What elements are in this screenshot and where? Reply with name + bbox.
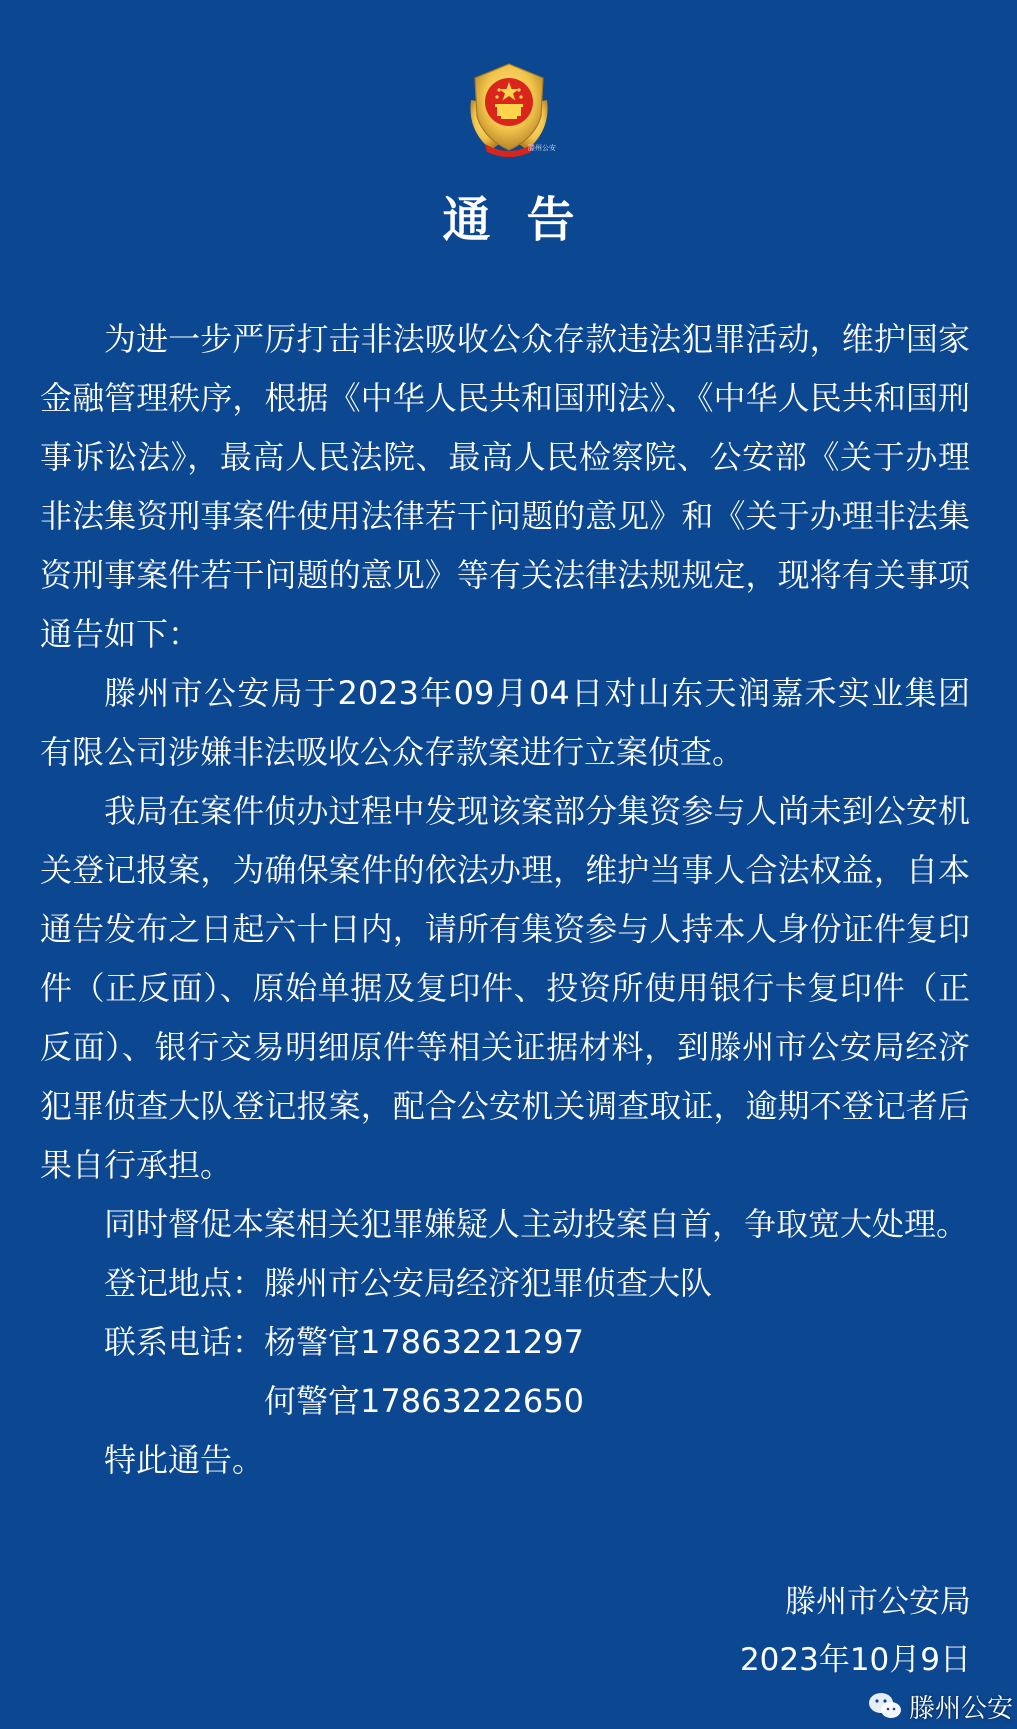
closing-line: 特此通告。 [104, 1441, 265, 1479]
paragraph-surrender-urge: 同时督促本案相关犯罪嫌疑人主动投案自首，争取宽大处理。 [104, 1205, 969, 1243]
watermark-text: 滕州公安 [908, 1693, 1013, 1724]
signature-block [471, 1573, 971, 1689]
issue-date: 2023年10月9日 [739, 1642, 971, 1678]
paragraph-case-filing: 滕州市公安局于2023年09月04日对山东天润嘉禾实业集团有限公司涉嫌非法吸收公众存款案进行立案侦查。 [40, 674, 970, 771]
watermark [867, 1689, 1013, 1723]
contact-officer-2: 何警官17863222650 [264, 1382, 584, 1420]
contact-phone-row [40, 1313, 970, 1372]
contact-label: 联系电话： [104, 1323, 265, 1361]
paragraph-intro: 为进一步严厉打击非法吸收公众存款违法犯罪活动，维护国家金融管理秩序，根据《中华人民共和国刑法》、《中华人民共和国刑事诉讼法》，最高人民法院、最高人民检察院、公安部《关于办理非法集资刑事案件使用法律若干问题的意见》和《关于办理非法集资刑事案件若干问题的意见》等有关法律法规规定，现将有关事项通告如下： [40, 320, 970, 653]
contact-phone-row-2 [40, 1372, 970, 1431]
issuer-name: 滕州市公安局 [785, 1584, 971, 1620]
notice-body [40, 310, 970, 1490]
emblem-caption: 滕州公安 [528, 144, 556, 152]
notice-title: 通告 [442, 192, 611, 248]
contact-officer-1: 杨警官17863221297 [264, 1323, 584, 1361]
paragraph-registration-request: 我局在案件侦办过程中发现该案部分集资参与人尚未到公安机关登记报案，为确保案件的依法办理，维护当事人合法权益，自本通告发布之日起六十日内，请所有集资参与人持本人身份证件复印件（正反面）、原始单据及复印件、投资所使用银行卡复印件（正反面）、银行交易明细原件等相关证据材料，到滕州市公安局经济犯罪侦查大队登记报案，配合公安机关调查取证，逾期不登记者后果自行承担。 [40, 792, 970, 1184]
wechat-icon [867, 1691, 903, 1721]
registration-location: 登记地点：滕州市公安局经济犯罪侦查大队 [104, 1264, 713, 1302]
